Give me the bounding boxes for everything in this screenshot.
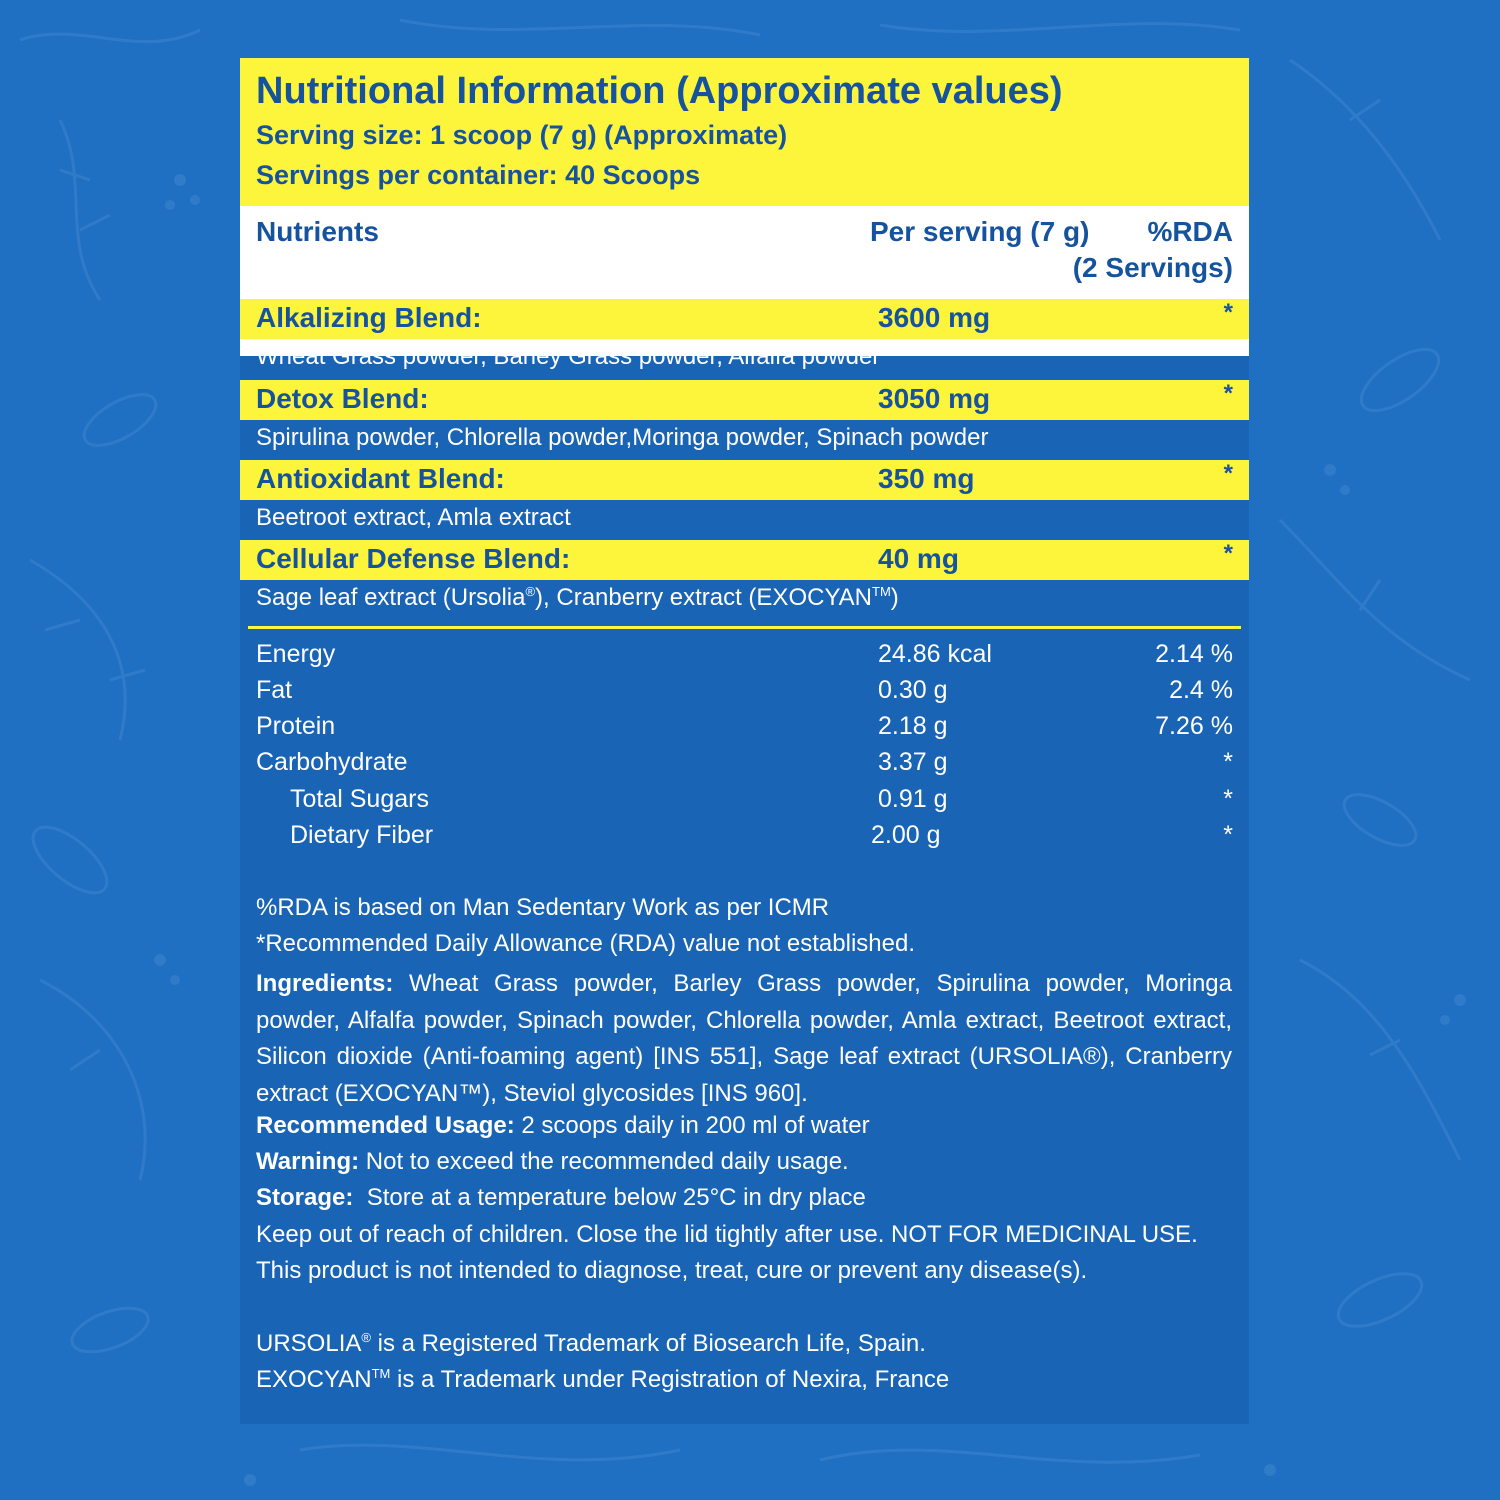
nutrient-name: Protein — [256, 712, 336, 740]
servings-per-container: Servings per container: 40 Scoops — [256, 160, 701, 190]
nutrient-rda: * — [1223, 821, 1233, 849]
nutrient-amount: 2.00 g — [871, 821, 941, 849]
blend-rda: * — [1223, 540, 1233, 567]
nutrient-rda: 2.4 % — [1169, 676, 1233, 704]
blend-row — [240, 460, 1249, 500]
ingredients-paragraph — [256, 966, 1232, 1112]
nutrient-name: Dietary Fiber — [290, 821, 434, 849]
usage-label: Recommended Usage: — [256, 1112, 515, 1139]
blend-name: Alkalizing Blend: — [256, 302, 482, 333]
nutrient-amount: 24.86 kcal — [878, 640, 992, 668]
blend-rda: * — [1223, 460, 1233, 487]
ingredients-label: Ingredients: — [256, 970, 394, 997]
nutrient-name: Carbohydrate — [256, 748, 408, 776]
usage-text: 2 scoops daily in 200 ml of water — [514, 1112, 870, 1139]
rda-not-established-note: *Recommended Daily Allowance (RDA) value not established. — [256, 930, 915, 957]
warning-text: Not to exceed the recommended daily usage. — [359, 1148, 849, 1175]
blend-row — [240, 380, 1249, 420]
column-per-serving: Per serving (7 g) — [870, 216, 1090, 247]
trademark-mark: TM — [872, 584, 891, 599]
ursolia-trademark-note — [256, 1330, 926, 1358]
nutrient-row — [240, 676, 1249, 710]
registered-mark: ® — [361, 1330, 371, 1345]
nutrient-amount: 0.91 g — [878, 785, 948, 813]
nutrition-header — [240, 58, 1249, 206]
nutrient-name: Energy — [256, 640, 336, 668]
nutrient-amount: 3.37 g — [878, 748, 948, 776]
nutrient-rda: 2.14 % — [1155, 640, 1233, 668]
blend-row — [240, 540, 1249, 580]
recommended-usage — [256, 1112, 870, 1140]
blend-name: Antioxidant Blend: — [256, 463, 505, 494]
warning-label: Warning: — [256, 1148, 360, 1175]
keep-out-note: Keep out of reach of children. Close the lid tightly after use. NOT FOR MEDICINAL USE. — [256, 1221, 1198, 1248]
nutrient-rda: 7.26 % — [1155, 712, 1233, 740]
warning — [256, 1148, 849, 1176]
nutrient-name: Fat — [256, 676, 293, 704]
storage-label: Storage: — [256, 1184, 354, 1211]
nutrient-row — [240, 821, 1249, 855]
blend-ingredients: Wheat Grass powder, Barley Grass powder, Alfalfa powder — [256, 343, 881, 370]
blend-name: Cellular Defense Blend: — [256, 543, 571, 574]
registered-mark: ® — [525, 584, 536, 599]
ingredients-text: Wheat Grass powder, Barley Grass powder, Spirulina powder, Moringa powder, Alfalfa powder, Spinach powder, Chlorella powder, Amla extract, Beetroot extract, Silicon dioxide (Anti-foaming agent) [INS 551], Sage leaf extract (URSOLIA®), Cranberry extract (EXOCYAN™), Steviol glycosides [INS 960]. — [256, 970, 1232, 1107]
trademark-mark: TM — [371, 1366, 391, 1381]
blend-rda: * — [1223, 299, 1233, 326]
exocyan-text: is a Trademark under Registration of Nexira, France — [390, 1366, 950, 1393]
blend-amount: 350 mg — [878, 463, 975, 494]
nutrition-panel — [240, 58, 1249, 1424]
ursolia-text: is a Registered Trademark of Biosearch Life, Spain. — [370, 1330, 926, 1357]
blend-ingredients: Beetroot extract, Amla extract — [256, 504, 571, 531]
blend-ingredients-text: ) — [890, 584, 899, 611]
blend-ingredients-text: ), Cranberry extract (EXOCYAN — [535, 584, 873, 611]
blend-ingredients — [256, 584, 899, 612]
serving-size: Serving size: 1 scoop (7 g) (Approximate) — [256, 120, 788, 150]
nutrient-name: Total Sugars — [290, 785, 429, 813]
nutrient-row — [240, 712, 1249, 746]
nutrient-row — [240, 785, 1249, 819]
blend-ingredients-text: Sage leaf extract (Ursolia — [256, 584, 526, 611]
blend-rda: * — [1223, 380, 1233, 407]
nutrient-amount: 0.30 g — [878, 676, 948, 704]
panel-title: Nutritional Information (Approximate values) — [256, 70, 1063, 112]
blend-amount: 3050 mg — [878, 383, 991, 414]
blend-amount: 40 mg — [878, 543, 959, 574]
column-rda: %RDA — [1147, 216, 1233, 247]
nutrient-row — [240, 640, 1249, 674]
nutrient-rda: * — [1223, 785, 1233, 813]
blend-amount: 3600 mg — [878, 302, 991, 333]
ursolia-name: URSOLIA — [256, 1330, 362, 1357]
blend-name: Detox Blend: — [256, 383, 429, 414]
blend-ingredients: Spirulina powder, Chlorella powder,Moringa powder, Spinach powder — [256, 424, 989, 451]
disclaimer-note: This product is not intended to diagnose, treat, cure or prevent any disease(s). — [256, 1257, 1088, 1284]
storage-text: Store at a temperature below 25°C in dry place — [353, 1184, 866, 1211]
exocyan-name: EXOCYAN — [256, 1366, 372, 1393]
column-nutrients: Nutrients — [256, 216, 379, 247]
nutrient-row — [240, 748, 1249, 782]
exocyan-trademark-note — [256, 1366, 949, 1394]
nutrient-amount: 2.18 g — [878, 712, 948, 740]
column-rda-servings: (2 Servings) — [1072, 252, 1233, 283]
rda-basis-note: %RDA is based on Man Sedentary Work as per ICMR — [256, 894, 830, 921]
blend-row — [240, 299, 1249, 339]
nutrient-rda: * — [1223, 748, 1233, 776]
section-divider — [248, 626, 1241, 629]
storage — [256, 1184, 866, 1212]
